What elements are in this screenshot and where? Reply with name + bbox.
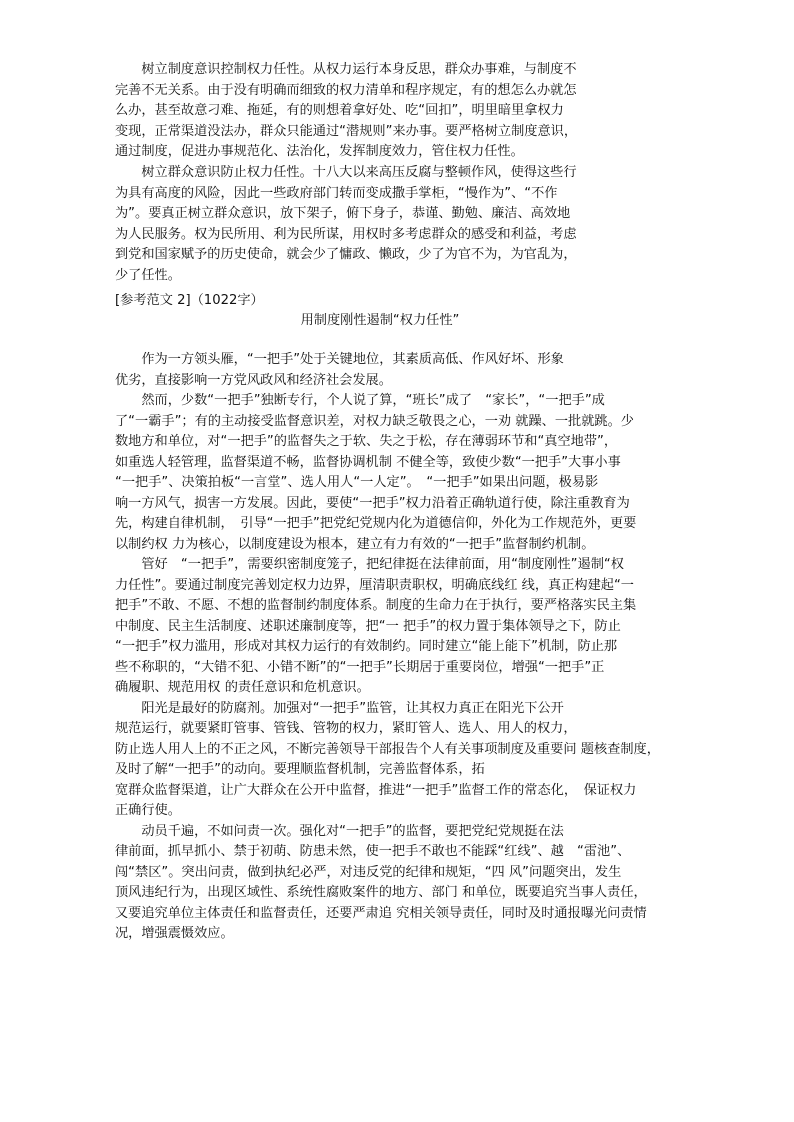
text-line: 防止选人用人上的不正之风，不断完善领导干部报告个人有关事项制度及重要问 题核查制度， [115, 741, 660, 757]
text-line: 及时了解“一把手”的动向。要理顺监督机制，完善监督体系，拓 [115, 762, 485, 777]
text-line: 树立制度意识控制权力任性。从权力运行本身反思，群众办事难，与制度不 [115, 62, 577, 77]
text-line: 中制度、民主生活制度、述职述廉制度等，把“一 把手”的权力置于集体领导之下，防止 [115, 618, 621, 634]
text-line: 顶风违纪行为，出现区域性、系统性腐败案件的地方、部门 和单位，既要追究当事人责任， [115, 885, 647, 900]
text-line: 变现，正常渠道没法办，群众只能通过“潜规则”来办事。要严格树立制度意识， [115, 123, 578, 139]
text-line: 动员千遍，不如问责一次。强化对“一把手”的监督，要把党纪党规挺在法 [115, 823, 564, 839]
text-line: 了“一霸手”；有的主动接受监督意识差，对权力缺乏敬畏之心，一劝 就躁、一批就跳。少 [115, 413, 634, 429]
text-line: 律前面，抓早抓小、禁于初萌、防患未然，使一把手不敢也不能踩“红线”、越 “雷池”、 [115, 844, 631, 859]
text-line: 以制约权 力为核心，以制度建设为根本，建立有力有效的“一把手”监督制约机制。 [115, 536, 595, 552]
text-line: 阳光是最好的防腐剂。加强对“一把手”监管，让其权力真正在阳光下公开 [115, 700, 564, 716]
text-line: “一把手”权力滥用，形成对其权力运行的有效制约。同时建立“能上能下”机制，防止那 [115, 639, 618, 654]
text-line: 些不称职的，“大错不犯、小错不断”的“一把手”长期居于重要岗位，增强“一把手”正 [115, 659, 605, 675]
text-line: 为人民服务。权为民所用、利为民所谋，用权时多考虑群众的感受和利益，考虑 [115, 226, 577, 242]
text-line: 闯“禁区”。突出问责，做到执纪必严，对违反党的纪律和规矩，“四 风”问题突出，发生 [115, 864, 622, 880]
text-line: 确履职、规范用权 的责任意识和危机意识。 [115, 680, 370, 695]
text-line: 优劣，直接影响一方党风政风和经济社会发展。 [115, 372, 392, 388]
essay-title: 用制度刚性遏制“权力任性” [300, 313, 460, 328]
text-line: 如重选人轻管理，监督渠道不畅，监督协调机制 不健全等，致使少数“一把手”大事小事 [115, 454, 621, 470]
text-line: 完善不无关系。由于没有明确而细致的权力清单和程序规定，有的想怎么办就怎 [115, 82, 577, 98]
text-line: 力任性”。要通过制度完善划定权力边界，厘清职责职权，明确底线红 线，真正构建起“一 [115, 577, 634, 593]
text-line: 到党和国家赋予的历史使命，就会少了慵政、懒政，少了为官不为，为官乱为， [115, 247, 577, 263]
essay-section-2 [115, 350, 695, 945]
text-line: 树立群众意识防止权力任性。十八大以来高压反腐与整顿作风，使得这些行 [115, 164, 577, 180]
text-line: 然而，少数“一把手”独断专行，个人说了算，“班长”成了 “家长”，“一把手”成 [115, 393, 605, 408]
text-line: “一把手”、决策拍板“一言堂”、选人用人“一人定”。 “一把手”如果出问题，极易影 [115, 475, 599, 490]
text-line: 规范运行，就要紧盯管事、管钱、管物的权力，紧盯管人、选人、用人的权力， [115, 721, 577, 736]
text-line: 为具有高度的风险，因此一些政府部门转而变成撒手掌柜，“慢作为”、“不作 [115, 185, 558, 201]
reference-essay-label: [参考范文 2]（1022字） [115, 293, 264, 308]
text-line: 管好 “一把手”，需要织密制度笼子，把纪律挺在法律前面，用“制度刚性”遏制“权 [115, 557, 624, 572]
text-line: 宽群众监督渠道，让广大群众在公开中监督，推进“一把手”监督工作的常态化， 保证权力 [115, 782, 637, 798]
text-line: 响一方风气，损害一方发展。因此，要使“一把手”权力沿着正确轨道行使，除注重教育为 [115, 495, 630, 511]
text-line: 通过制度，促进办事规范化、法治化，发挥制度效力，管住权力任性。 [115, 144, 524, 160]
text-line: 少了任性。 [115, 267, 181, 283]
text-line: 正确行使。 [115, 803, 181, 818]
text-line: 为”。要真正树立群众意识，放下架子，俯下身子，恭谨、勤勉、廉洁、高效地 [115, 206, 571, 222]
text-line: 又要追究单位主体责任和监督责任，还要严肃追 究相关领导责任，同时及时通报曝光问责情 [115, 905, 647, 921]
text-line: 数地方和单位，对“一把手”的监督失之于软、失之于松，存在薄弱环节和“真空地带”， [115, 434, 618, 449]
text-line: 先，构建自律机制， 引导“一把手”把党纪党规内化为道德信仰，外化为工作规范外，更要 [115, 516, 637, 531]
essay-section-1 [115, 60, 625, 287]
text-line: 况，增强震慑效应。 [115, 926, 234, 941]
text-line: 作为一方领头雁，“一把手”处于关键地位，其素质高低、作风好坏、形象 [115, 352, 564, 367]
text-line: 么办，甚至故意刁难、拖延，有的则想着拿好处、吃“回扣”，明里暗里拿权力 [115, 103, 564, 119]
text-line: 把手”不敢、不愿、不想的监督制约制度体系。制度的生命力在于执行，要严格落实民主集 [115, 598, 637, 613]
